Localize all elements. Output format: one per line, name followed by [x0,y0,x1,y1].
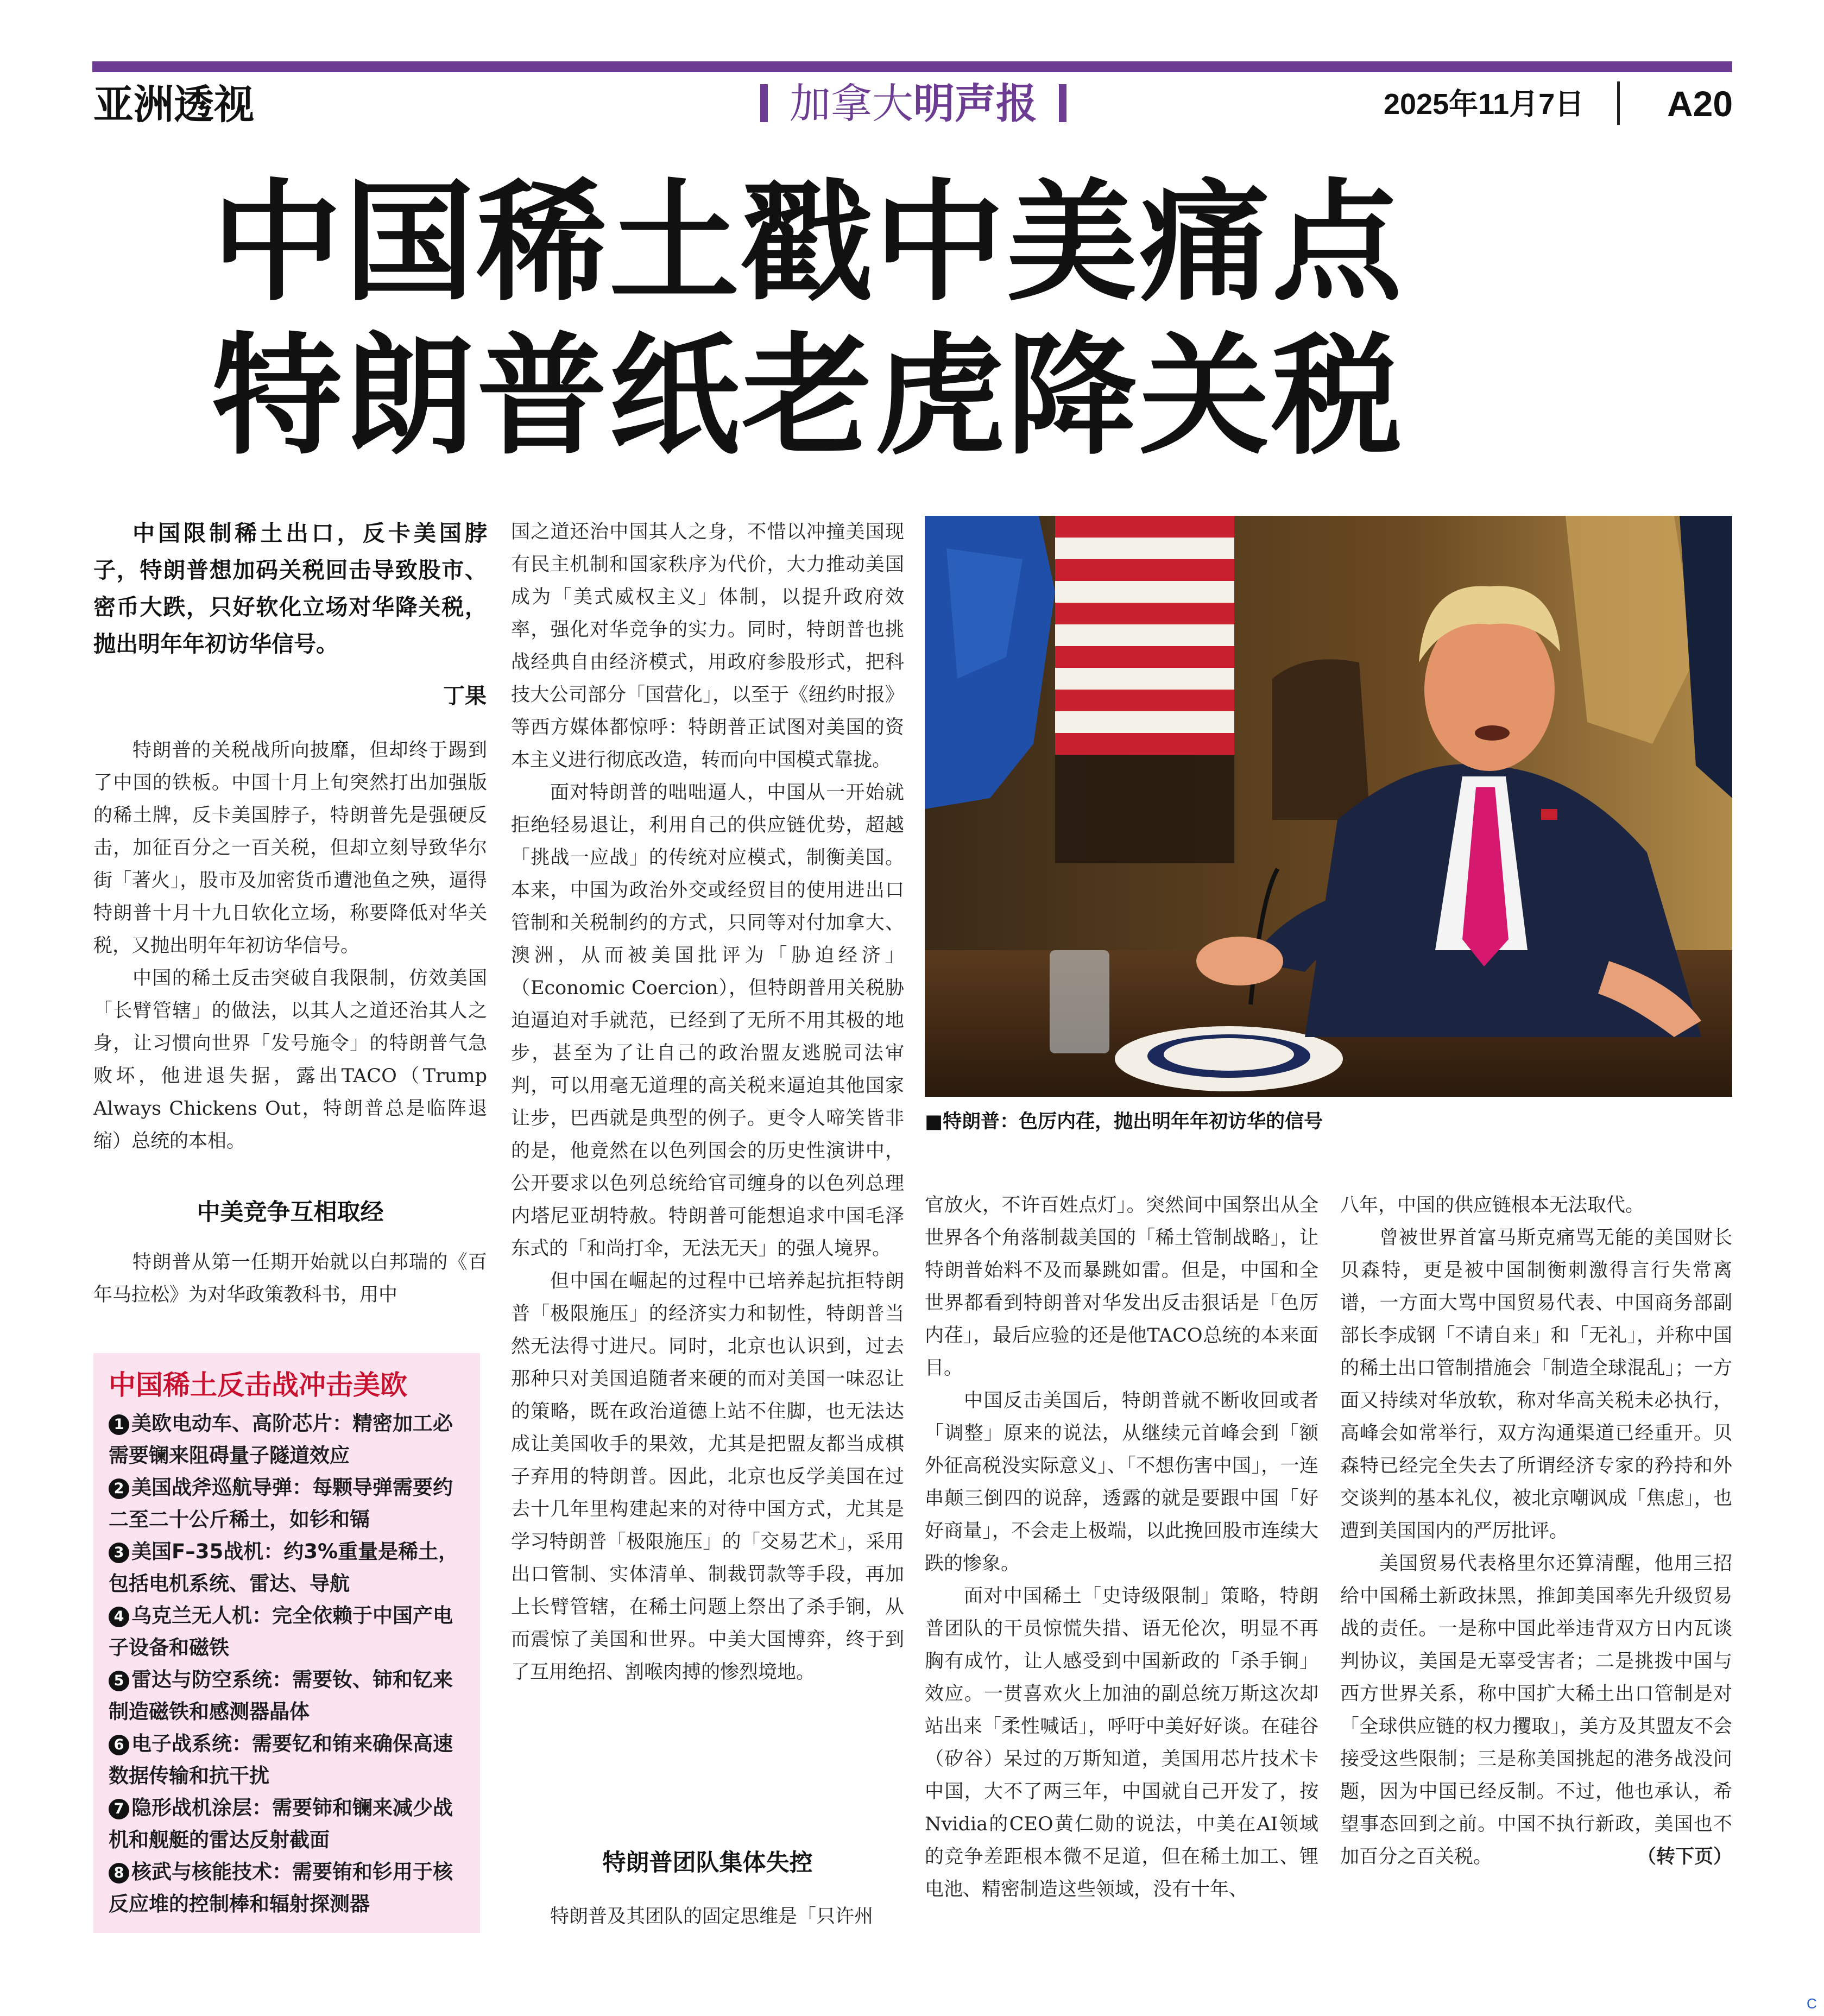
body-paragraph: 特朗普及其团队的固定思维是「只许州 [550,1906,874,1927]
masthead-region: 加拿大 [790,79,913,128]
sidebar-item-text: 乌克兰无人机：完全依赖于中国产电子设备和磁铁 [109,1604,453,1659]
sidebar-item-text: 核武与核能技术：需要铕和钐用于核反应堆的控制棒和辐射探测器 [109,1860,453,1916]
body-paragraph: 官放火，不许百姓点灯」。突然间中国祭出从全世界各个角落制裁美国的「稀土管制战略」，让特朗普始料不及而暴跳如雷。但是，中国和全世界都看到特朗普对华发出反击狠话是「色厉内荏」，最后应验的还是他TACO总统的本来面目。 [925,1195,1318,1379]
lede-paragraph: 中国限制稀土出口，反卡美国脖子，特朗普想加码关税回击导致股市、密币大跌，只好软化立场对华降关税，抛出明年年初访华信号。 [93,520,487,657]
photo-illustration [925,516,1732,1097]
number-badge: 2 [109,1478,129,1499]
header-rule [92,61,1732,72]
sidebar-item-text: 隐形战机涂层：需要铈和镧来减少战机和舰艇的雷达反射截面 [109,1796,453,1851]
body-paragraph: 国之道还治中国其人之身，不惜以冲撞美国现有民主机制和国家秩序为代价，大力推动美国成为「美式威权主义」体制，以提升政府效率，强化对华竞争的实力。同时，特朗普也挑战经典自由经济模式，用政府参股形式，把科技大公司部分「国营化」，以至于《纽约时报》等西方媒体都惊呼：特朗普正试图对美国的资本主义进行彻底改造，转而向中国模式靠拢。 [511,521,904,771]
column-2-bottom [511,1900,904,1933]
sidebar-item-text: 美国战斧巡航导弹：每颗导弹需要约二至二十公斤稀土，如钐和镉 [109,1476,453,1531]
number-badge: 6 [109,1735,129,1755]
subheading: 中美竞争互相取经 [197,1199,384,1226]
sidebar-item [109,1792,472,1856]
number-badge: 3 [109,1543,129,1563]
number-badge: 1 [109,1414,129,1435]
headline-line-1: 中国稀土戳中美痛点 [212,167,1405,319]
body-paragraph: 特朗普从第一任期开始就以白邦瑞的《百年马拉松》为对华政策教科书，用中 [93,1252,487,1306]
masthead [739,79,1088,128]
news-photo [925,516,1732,1097]
body-paragraph [1340,1547,1732,1873]
body-paragraph: 曾被世界首富马斯克痛骂无能的美国财长贝森特，更是被中国制衡刺激得言行失常离谱，一方面大骂中国贸易代表、中国商务部副部长李成钢「不请自来」和「无礼」，并称中国的稀土出口管制措施会「制造全球混乱」；一方面又持续对华放软，称对华高关税未必执行，高峰会如常举行，双方沟通渠道已经重开。贝森特已经完全失去了所谓经济专家的矜持和外交谈判的基本礼仪，被北京嘲讽成「焦虑」，也遭到美国国内的严厉批评。 [1340,1227,1732,1542]
publication-date: 2025年11月7日 [1384,88,1585,121]
sidebar-item [109,1535,472,1600]
body-paragraph: 但中国在崛起的过程中已培养起抗拒特朗普「极限施压」的经济实力和韧性，特朗普当然无法得寸进尺。同时，北京也认识到，过去那种只对美国追随者来硬的而对美国一味忍让的策略，既在政治道德上站不住脚，也无法达成让美国收手的果效，尤其是把盟友都当成棋子弃用的特朗普。因此，北京也反学美国在过去十几年里构建起来的对待中国方式，尤其是学习特朗普「极限施压」的「交易艺术」，采用出口管制、实体清单、制裁罚款等手段，再加上长臂管辖，在稀土问题上祭出了杀手锏，从而震惊了美国和世界。中美大国博弈，终于到了互用绝招、割喉肉搏的惨烈境地。 [511,1271,904,1683]
column-3 [925,1189,1318,1906]
corner-mark: C [1807,1995,1817,2012]
number-badge: 8 [109,1863,129,1884]
masthead-bar-left [760,84,768,122]
page-number: A20 [1667,84,1733,124]
body-paragraph: 特朗普的关税战所向披靡，但却终于踢到了中国的铁板。中国十月上旬突然打出加强版的稀土牌，反卡美国脖子，特朗普先是强硬反击，加征百分之一百关税，但却立刻导致华尔街「著火」，股市及加密货币遭池鱼之殃，逼得特朗普十月十九日软化立场，称要降低对华关税，又抛出明年年初访华信号。 [93,740,487,957]
body-paragraph: 面对特朗普的咄咄逼人，中国从一开始就拒绝轻易退让，利用自己的供应链优势，超越「挑战一应战」的传统对应模式，制衡美国。本来，中国为政治外交或经贸目的使用进出口管制和关税制约的方式，只同等对付加拿大、澳洲，从而被美国批评为「胁迫经济」（Economic Coercion），但特朗普用关税胁迫逼迫对手就范，已经到了无所不用其极的地步，甚至为了让自己的政治盟友逃脱司法审判，可以用毫无道理的高关税来逼迫其他国家让步，巴西就是典型的例子。更令人啼笑皆非的是，他竟然在以色列国会的历史性演讲中，公开要求以色列总统给官司缠身的以色列总理内塔尼亚胡特赦。特朗普可能想追求中国毛泽东式的「和尚打伞，无法无天」的强人境界。 [511,782,904,1260]
masthead-bar-right [1059,84,1066,122]
sidebar-item-text: 美欧电动车、高阶芯片：精密加工必需要镧来阻碍量子隧道效应 [109,1412,453,1467]
sidebar-item [109,1856,472,1920]
sidebar-item-text: 美国F–35战机：约3%重量是稀土，包括电机系统、雷达、导航 [109,1540,459,1595]
column-2-top [511,516,904,1689]
sidebar-title: 中国稀土反击战冲击美欧 [109,1369,407,1401]
subheading: 特朗普团队集体失控 [602,1849,813,1876]
number-badge: 4 [109,1607,129,1627]
number-badge: 7 [109,1799,129,1819]
column-1-top [93,734,487,1158]
section-name: 亚洲透视 [93,81,254,128]
byline: 丁果 [443,684,487,709]
sidebar-item [109,1600,472,1664]
masthead-brand: 明声报 [913,79,1037,128]
body-paragraph: 八年，中国的供应链根本无法取代。 [1340,1195,1645,1216]
date-divider [1617,81,1620,125]
body-text: 美国贸易代表格里尔还算清醒，他用三招给中国稀土新政抹黑，推卸美国率先升级贸易战的责任。一是称中国此举违背双方日内瓦谈判协议，美国是无辜受害者；二是挑拨中国与西方世界关系，称中国扩大稀土出口管制是对「全球供应链的权力攫取」，美方及其盟友不会接受这些限制；三是称美国挑起的港务战没问题，因为中国已经反制。不过，他也承认，希望事态回到之前。中国不执行新政，美国也不加百分之百关税。 [1340,1553,1732,1868]
body-paragraph: 中国反击美国后，特朗普就不断收回或者「调整」原来的说法，从继续元首峰会到「额外征高税没实际意义」、「不想伤害中国」，一连串颠三倒四的说辞，透露的就是要跟中国「好好商量」，不会走上极端，以此挽回股市连续大跌的惨象。 [925,1390,1318,1575]
sidebar-item [109,1728,472,1792]
sidebar-item [109,1471,472,1535]
sidebar-item-text: 电子战系统：需要钇和铕来确保高速数据传输和抗干扰 [109,1732,453,1787]
body-paragraph: 面对中国稀土「史诗级限制」策略，特朗普团队的干员惊慌失措、语无伦次，明显不再胸有成竹，让人感受到中国新政的「杀手锏」效应。一贯喜欢火上加油的副总统万斯这次却站出来「柔性喊话」，呼吁中美好好谈。在硅谷（矽谷）呆过的万斯知道，美国用芯片技术卡中国，大不了两三年，中国就自己开发了，按Nvidia的CEO黄仁勋的说法，中美在AI领域的竞争差距根本微不足道，但在稀土加工、锂电池、精密制造这些领域，没有十年、 [925,1585,1318,1900]
photo-caption: ■特朗普：色厉内荏，抛出明年年初访华的信号 [925,1111,1323,1133]
headline-line-2: 特朗普纸老虎降关税 [212,320,1405,472]
continued-link[interactable]: （转下页） [1637,1846,1732,1868]
column-4 [1340,1189,1732,1873]
sidebar-item-text: 雷达与防空系统：需要钕、铈和钇来制造磁铁和感测器晶体 [109,1668,453,1723]
number-badge: 5 [109,1671,129,1691]
body-paragraph: 中国的稀土反击突破自我限制，仿效美国「长臂管辖」的做法，以其人之道还治其人之身，让习惯向世界「发号施令」的特朗普气急败坏，他进退失据，露出TACO（Trump Always Chickens Out，特朗普总是临阵退缩）总统的本相。 [93,968,487,1152]
sidebar-item [109,1407,472,1471]
sidebar-item [109,1664,472,1728]
column-1-bottom [93,1246,487,1311]
sidebar-list [109,1407,472,1920]
